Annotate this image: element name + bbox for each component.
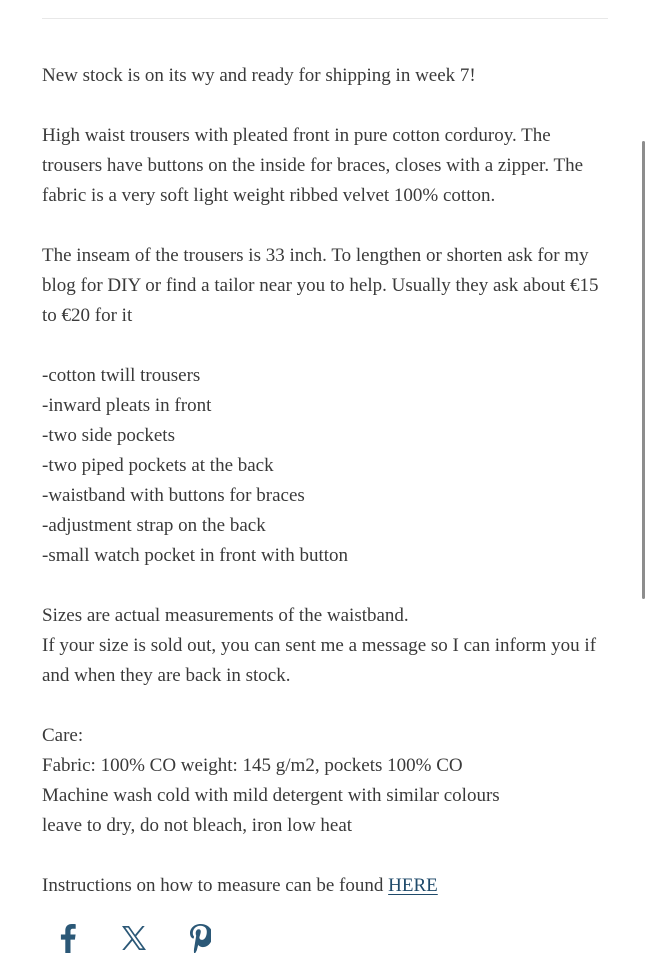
measure-instructions xyxy=(42,871,610,901)
pinterest-icon[interactable] xyxy=(182,920,218,956)
feature-list xyxy=(42,361,610,571)
facebook-icon[interactable] xyxy=(50,920,86,956)
inseam-paragraph xyxy=(42,241,610,331)
feature-item: -inward pleats in front xyxy=(42,395,212,416)
feature-item: -waistband with buttons for braces xyxy=(42,485,305,506)
product-description xyxy=(42,61,610,931)
stock-notice-text: New stock is on its wy and ready for shipping in week 7! xyxy=(42,65,476,86)
sizes-paragraph xyxy=(42,601,610,691)
stock-notice xyxy=(42,61,610,91)
scrollbar-thumb[interactable] xyxy=(642,141,645,599)
feature-item: -two piped pockets at the back xyxy=(42,455,274,476)
inseam-line: to €20 for it xyxy=(42,305,133,326)
care-line: Machine wash cold with mild detergent with similar colours xyxy=(42,785,500,806)
inseam-line: blog for DIY or find a tailor near you to help. Usually they ask about €15 xyxy=(42,275,599,296)
measure-instructions-link[interactable]: HERE xyxy=(388,875,438,896)
description-line: High waist trousers with pleated front in pure cotton corduroy. The xyxy=(42,125,551,146)
sizes-line: Sizes are actual measurements of the waistband. xyxy=(42,605,409,626)
care-section xyxy=(42,721,610,841)
top-divider xyxy=(42,18,608,19)
feature-item: -small watch pocket in front with button xyxy=(42,545,349,566)
description-line: fabric is a very soft light weight ribbed velvet 100% cotton. xyxy=(42,185,496,206)
share-icons xyxy=(50,918,218,958)
sizes-line: If your size is sold out, you can sent me a message so I can inform you if xyxy=(42,635,597,656)
x-twitter-icon[interactable] xyxy=(116,920,152,956)
feature-item: -cotton twill trousers xyxy=(42,365,201,386)
care-heading: Care: xyxy=(42,725,84,746)
feature-item: -two side pockets xyxy=(42,425,175,446)
care-line: leave to dry, do not bleach, iron low heat xyxy=(42,815,353,836)
feature-item: -adjustment strap on the back xyxy=(42,515,266,536)
measure-instructions-text: Instructions on how to measure can be found xyxy=(42,875,389,896)
description-line: trousers have buttons on the inside for braces, closes with a zipper. The xyxy=(42,155,584,176)
sizes-line: and when they are back in stock. xyxy=(42,665,291,686)
description-paragraph xyxy=(42,121,610,211)
care-line: Fabric: 100% CO weight: 145 g/m2, pockets 100% CO xyxy=(42,755,463,776)
inseam-line: The inseam of the trousers is 33 inch. To lengthen or shorten ask for my xyxy=(42,245,589,266)
